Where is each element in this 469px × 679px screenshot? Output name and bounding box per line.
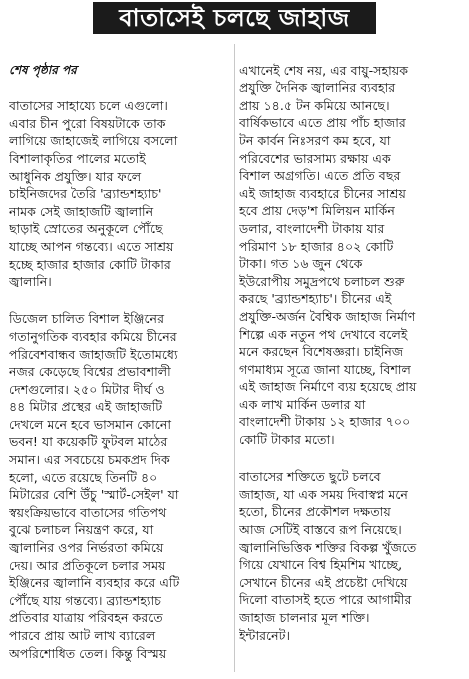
paragraph: বাতাসের সাহায্যে চলে এগুলো। এবার চীন পুরো বিষয়টাকে তাক লাগিয়ে জাহাজেই লাগিয়ে বসলো বিশালাকৃতির পালের মতোই আধুনিক প্রযুক্তি। যার ফলে চাইনিজদের তৈরি 'ব্র্যান্ডশহ্যাচ' নামক সেই জাহাজটি জ্বালানি ছাড়াই স্রোতের অনুকূলে পৌঁছে যাচ্ছে আপন গন্তব্যে। এতে সাশ্রয় হচ্ছে হাজার হাজার কোটি টাকার জ্বালানি। [9,98,178,290]
paragraph: এখানেই শেষ নয়, এর বায়ু-সহায়ক প্রযুক্তি দৈনিক জ্বালানির ব্যবহার প্রায় ১৪.৫ টন কমিয়ে আনছে। বার্ষিকভাবে এতে প্রায় পাঁচ হাজার টন কার্বন নিঃসরণ কম হবে, যা পরিবেশের ভারসাম্য রক্ষায় এক বিশাল অগ্রগতি। এতে প্রতি বছর এই জাহাজ ব্যবহারে চীনের সাশ্রয় হবে প্রায় দেড়'শ মিলিয়ন মার্কিন ডলার, বাংলাদেশী টাকায় যার পরিমাণ ১৮ হাজার ৪০২ কোটি টাকা। গত ১৬ জুন থেকে ইউরোপীয় সমুদ্রপথে চলাচল শুরু করছে 'ব্র্যান্ডশহ্যাচ'। চীনের এই প্রযুক্তি-অর্জন বৈশ্বিক জাহাজ নির্মাণ শিল্পে এক নতুন পথ দেখাবে বলেই মনে করছেন বিশেষজ্ঞরা। চাইনিজ গণমাধ্যম সূত্রে জানা যাচ্ছে, বিশাল এই জাহাজ নির্মাণে ব্যয় হয়েছে প্রায় এক লাখ মার্কিন ডলার যা বাংলাদেশী টাকায় ১২ হাজার ৭০০ কোটি টাকার মতো। [239,62,417,448]
right-column [239,44,463,676]
headline-banner [0,0,469,38]
column-divider [234,44,235,672]
paragraph: বাতাসের শক্তিতে ছুটে চলবে জাহাজ, যা এক সময় দিবাস্বপ্ন মনে হতো, চীনের প্রকৌশল দক্ষতায় আজ সেটিই বাস্তবে রূপ নিয়েছে। জ্বালানিভিত্তিক শক্তির বিকল্প খুঁজতে গিয়ে যেখানে বিশ্ব হিমশিম খাচ্ছে, সেখানে চীনের এই প্রচেষ্টা দেখিয়ে দিলো বাতাসই হতে পারে আগামীর জাহাজ চালনার মূল শক্তি। ইন্টারনেট। [239,469,417,643]
left-column [9,44,233,676]
headline: বাতাসেই চলছে জাহাজ [93,2,375,34]
paragraph: ডিজেল চালিত বিশাল ইঞ্জিনের গতানুগতিক ব্যবহার কমিয়ে চীনের পরিবেশবান্ধব জাহাজটি ইতোমধ্যে নজর কেড়েছে বিশ্বের প্রভাবশালী দেশগুলোর। ২৫০ মিটার দীর্ঘ ও ৪৪ মিটার প্রস্থের এই জাহাজটি দেখলে মনে হবে ভাসমান কোনো ভবন! যা কয়েকটি ফুটবল মাঠের সমান। এর সবচেয়ে চমকপ্রদ দিক হলো, এতে রয়েছে তিনটি ৪০ মিটারের বেশি উঁচু 'স্মার্ট-সেইল' যা স্বয়ংক্রিয়ভাবে বাতাসের গতিপথ বুঝে চলাচল নিয়ন্ত্রণ করে, যা জ্বালানির ওপর নির্ভরতা কমিয়ে দেয়। আর প্রতিকূলে চলার সময় ইঞ্জিনের জ্বালানি ব্যবহার করে এটি পৌঁছে যায় গন্তব্যে। ব্র্যান্ডশহ্যাচ প্রতিবার যাত্রায় পরিবহন করতে পারবে প্রায় আট লাখ ব্যারেল অপরিশোধিত তেল। কিন্তু বিস্ময় [9,311,180,661]
continuation-note: শেষ পৃষ্ঠার পর [9,62,77,77]
